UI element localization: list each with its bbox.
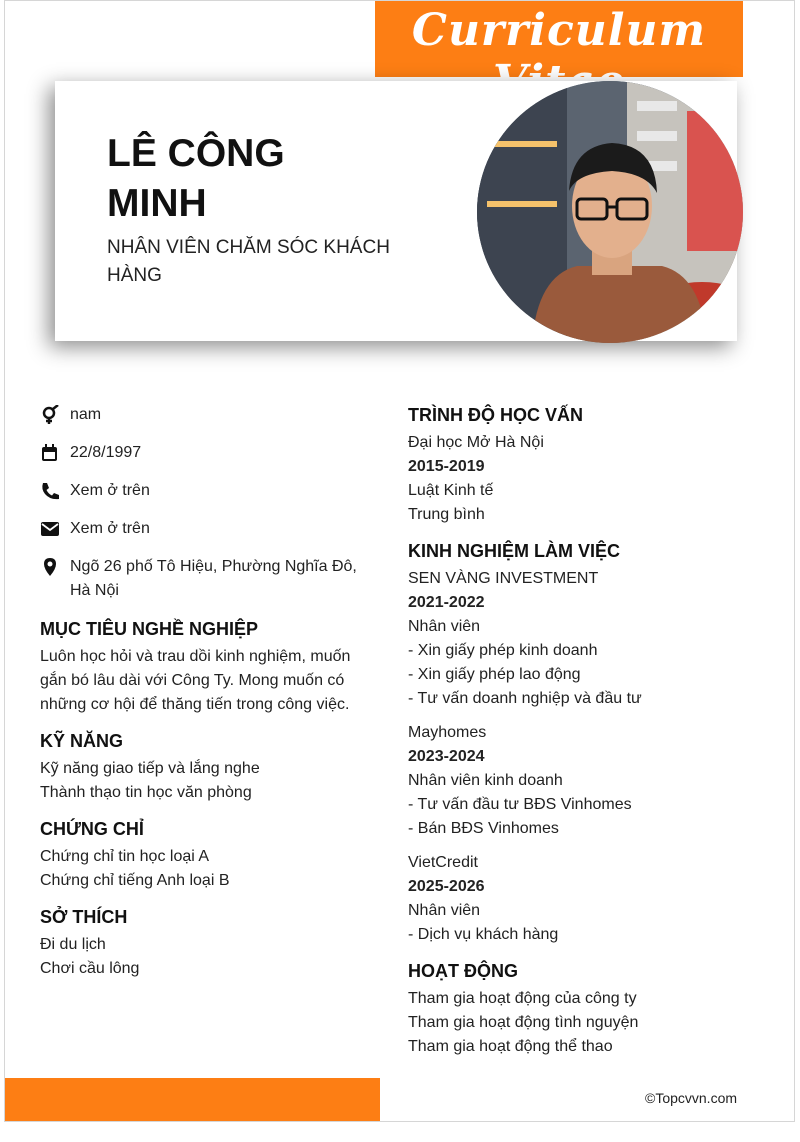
education-school: Đại học Mở Hà Nội (408, 434, 544, 451)
list-item: Thành thạo tin học văn phòng (40, 784, 252, 801)
gender-value: nam (70, 406, 102, 423)
skills-section (40, 729, 370, 805)
list-item: Chơi cầu lông (40, 960, 140, 977)
phone-value: Xem ở trên (70, 482, 150, 499)
objective-text: Luôn học hỏi và trau dồi kinh nghiệm, muốn gắn bó lâu dài với Công Ty. Mong muốn có những cơ hội để thăng tiến trong công việc. (40, 648, 351, 713)
job-years: 2025-2026 (408, 878, 485, 895)
certificates-title: CHỨNG CHỈ (40, 819, 144, 839)
experience-title: KINH NGHIỆM LÀM VIỆC (408, 541, 621, 561)
address-row (40, 555, 370, 603)
phone-icon (40, 481, 60, 501)
job-entry (408, 721, 768, 841)
list-item: Đi du lịch (40, 936, 106, 953)
birthday-value: 22/8/1997 (70, 444, 142, 461)
experience-section (408, 539, 768, 947)
birthday-row (40, 441, 370, 465)
cv-page (4, 0, 795, 1122)
list-item: Kỹ năng giao tiếp và lắng nghe (40, 760, 260, 777)
objective-section (40, 617, 370, 717)
email-value: Xem ở trên (70, 520, 150, 537)
job-company: SEN VÀNG INVESTMENT (408, 570, 599, 587)
address-value: Ngõ 26 phố Tô Hiệu, Phường Nghĩa Đô, Hà Nội (70, 558, 357, 599)
job-entry (408, 567, 768, 711)
education-major: Luật Kinh tế (408, 482, 494, 499)
profile-photo (477, 81, 743, 343)
job-duty: - Xin giấy phép lao động (408, 666, 581, 683)
list-item: Chứng chỉ tiếng Anh loại B (40, 872, 230, 889)
job-company: Mayhomes (408, 724, 487, 741)
hobbies-section (40, 905, 370, 981)
job-years: 2023-2024 (408, 748, 485, 765)
job-entry (408, 851, 768, 947)
skills-title: KỸ NĂNG (40, 731, 124, 751)
job-duty: - Bán BĐS Vinhomes (408, 820, 559, 837)
footer-accent-bar (5, 1078, 380, 1122)
job-company: VietCredit (408, 854, 478, 871)
education-grade: Trung bình (408, 506, 485, 523)
list-item: Tham gia hoạt động tình nguyện (408, 1014, 639, 1031)
objective-title: MỤC TIÊU NGHỀ NGHIỆP (40, 619, 259, 639)
list-item: Tham gia hoạt động thể thao (408, 1038, 613, 1055)
job-duty: - Tư vấn doanh nghiệp và đầu tư (408, 690, 642, 707)
banner-title: Curriculum (411, 5, 707, 56)
candidate-name: LÊ CÔNG MINH (107, 132, 285, 225)
phone-row (40, 479, 370, 503)
activities-title: HOẠT ĐỘNG (408, 961, 518, 981)
calendar-icon (40, 443, 60, 463)
certificates-section (40, 817, 370, 893)
education-years: 2015-2019 (408, 458, 485, 475)
education-section (408, 403, 768, 527)
hobbies-title: SỞ THÍCH (40, 907, 128, 927)
copyright: ©Topcvvn.com (645, 1090, 738, 1106)
job-role: Nhân viên (408, 618, 481, 635)
job-duty: - Xin giấy phép kinh doanh (408, 642, 598, 659)
job-years: 2021-2022 (408, 594, 485, 611)
left-column (40, 403, 370, 993)
email-icon (40, 519, 60, 539)
education-title: TRÌNH ĐỘ HỌC VẤN (408, 405, 583, 425)
email-row (40, 517, 370, 541)
job-role: Nhân viên kinh doanh (408, 772, 563, 789)
activities-section (408, 959, 768, 1059)
gender-icon (40, 405, 60, 425)
job-title: NHÂN VIÊN CHĂM SÓC KHÁCH HÀNG (107, 237, 390, 286)
job-duty: - Dịch vụ khách hàng (408, 926, 559, 943)
gender-row (40, 403, 370, 427)
job-role: Nhân viên (408, 902, 481, 919)
list-item: Tham gia hoạt động của công ty (408, 990, 637, 1007)
header-card (55, 81, 737, 341)
job-duty: - Tư vấn đầu tư BĐS Vinhomes (408, 796, 632, 813)
title-banner (375, 1, 743, 77)
portrait-illustration (477, 81, 743, 343)
location-pin-icon (40, 557, 60, 577)
list-item: Chứng chỉ tin học loại A (40, 848, 210, 865)
right-column (408, 403, 768, 1071)
